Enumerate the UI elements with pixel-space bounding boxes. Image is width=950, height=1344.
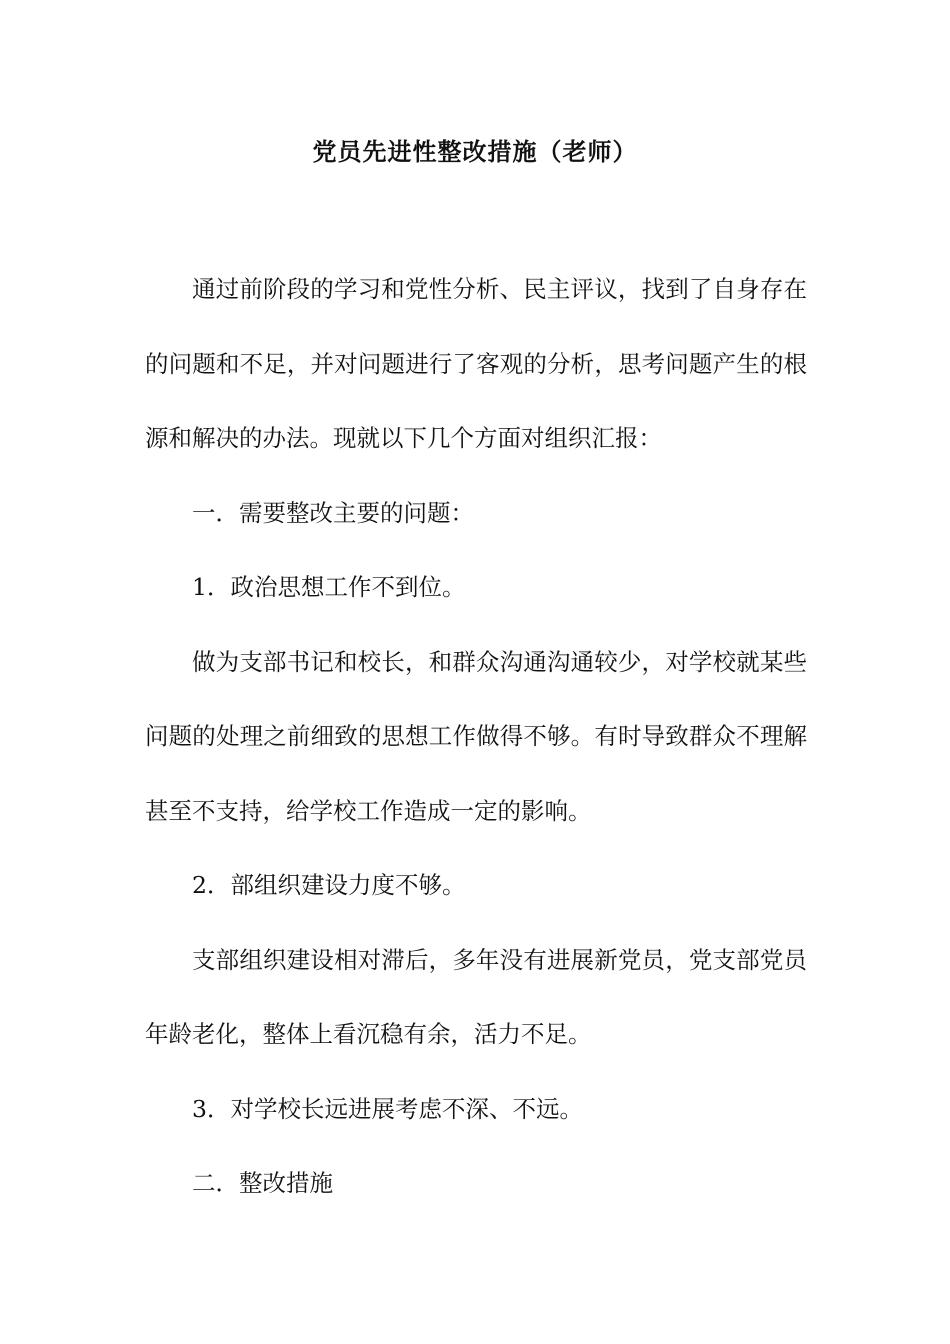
problem-detail-2: 支部组织建设相对滞后，多年没有进展新党员，党支部党员年龄老化，整体上看沉稳有余，活力不足。 [145,945,807,1048]
section-heading-problems: 一．需要整改主要的问题： [192,498,474,527]
problem-item-2: 2．部组织建设力度不够。 [192,871,466,899]
problem-item-1: 1．政治思想工作不到位。 [192,573,466,601]
problem-item-3: 3．对学校长远进展考虑不深、不远。 [192,1094,583,1123]
document-body [145,252,807,1221]
paragraph-intro: 通过前阶段的学习和党性分析、民主评议，找到了自身存在的问题和不足，并对问题进行了客观的分析，思考问题产生的根源和解决的办法。现就以下几个方面对组织汇报： [145,275,807,452]
problem-detail-1: 做为支部书记和校长，和群众沟通沟通较少，对学校就某些问题的处理之前细致的思想工作做得不够。有时导致群众不理解甚至不支持，给学校工作造成一定的影响。 [145,647,807,825]
section-heading-measures: 二．整改措施 [192,1169,333,1197]
document-title: 党员先进性整改措施（老师） [312,137,638,166]
